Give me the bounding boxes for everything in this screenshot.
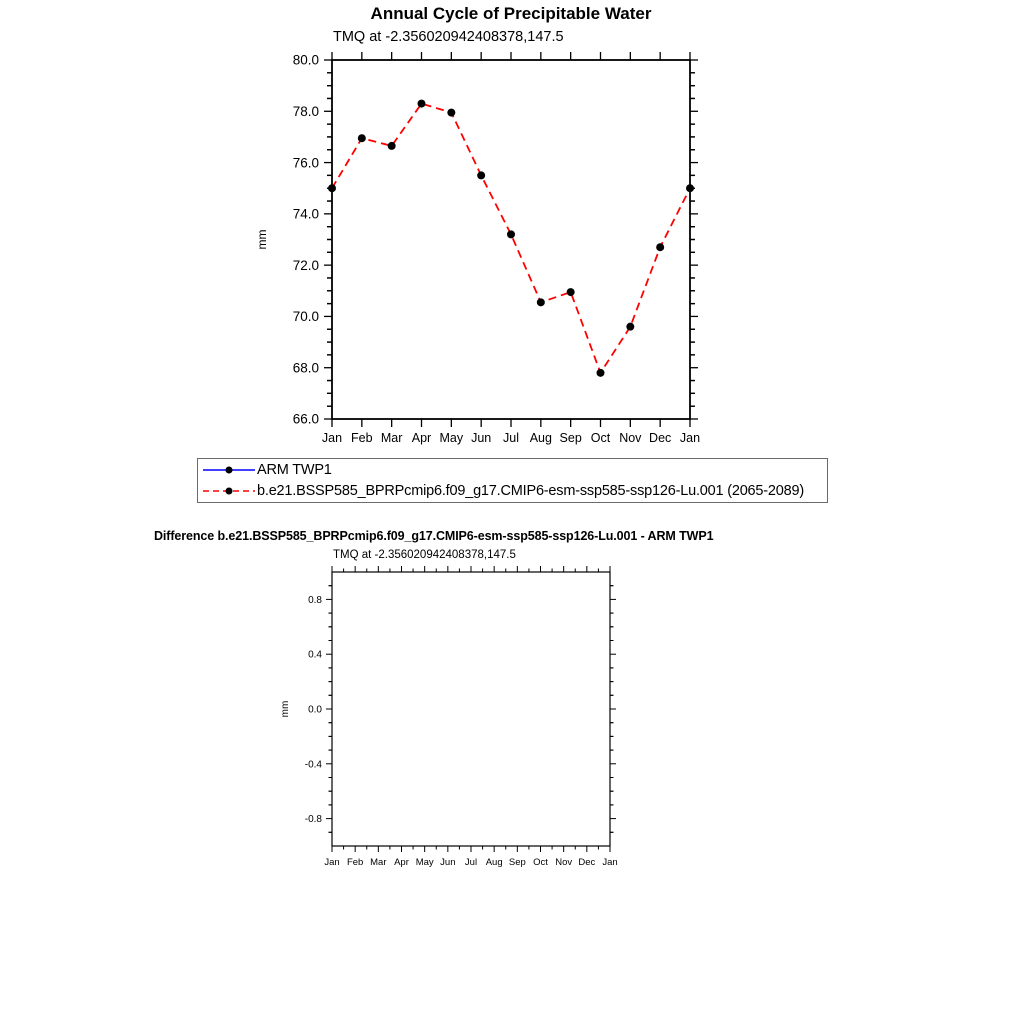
x-tick-label: Oct — [590, 431, 611, 445]
y-axis-label: mm — [255, 229, 269, 250]
x-tick-label: Feb — [351, 431, 373, 445]
dashed-line-marker-icon — [201, 481, 257, 501]
y-tick-label: -0.4 — [304, 759, 322, 771]
series-markers — [328, 100, 694, 377]
annual-cycle-ticks — [324, 52, 698, 427]
top-chart-title: Annual Cycle of Precipitable Water — [370, 4, 652, 23]
x-tick-label: Aug — [485, 857, 503, 868]
x-tick-label: Jun — [471, 431, 492, 445]
bottom-chart-subtitle: TMQ at -2.356020942408378,147.5 — [333, 549, 516, 561]
x-tick-label: Jul — [503, 431, 519, 445]
x-tick-label: Feb — [346, 857, 364, 868]
x-tick-label: Dec — [649, 431, 672, 445]
legend-box — [197, 458, 828, 503]
x-tick-label: May — [415, 857, 434, 868]
legend-label-model-run: b.e21.BSSP585_BPRPcmip6.f09_g17.CMIP6-esm-ssp585-ssp126-Lu.001 (2065-2089) — [257, 483, 805, 499]
difference-plot — [280, 566, 618, 868]
x-tick-label: Dec — [578, 857, 596, 868]
y-tick-label: 74.0 — [292, 206, 319, 222]
x-tick-label: Jan — [679, 431, 701, 445]
x-tick-label: Jan — [324, 857, 340, 868]
x-tick-label: Sep — [559, 431, 582, 445]
legend-label-arm-twp1: ARM TWP1 — [257, 462, 332, 478]
annual-cycle-plot-border — [332, 60, 690, 419]
x-tick-label: Aug — [529, 431, 552, 445]
y-tick-label: 80.0 — [292, 52, 319, 68]
x-tick-label: Apr — [394, 857, 409, 868]
top-chart-subtitle: TMQ at -2.356020942408378,147.5 — [333, 29, 564, 45]
difference-plot-border — [332, 572, 610, 846]
y-tick-label: 0.0 — [308, 704, 322, 716]
y-tick-label: 0.8 — [308, 594, 322, 606]
x-tick-label: Mar — [380, 431, 403, 445]
y-tick-label: 68.0 — [292, 360, 319, 376]
x-tick-label: Oct — [533, 857, 548, 868]
y-tick-label: 78.0 — [292, 104, 319, 120]
annual-cycle-plot — [255, 52, 700, 445]
y-tick-label: 72.0 — [292, 257, 319, 273]
x-tick-label: Mar — [370, 857, 387, 868]
y-axis-label: mm — [280, 700, 291, 718]
difference-tick-labels — [305, 595, 618, 868]
x-tick-label: Jan — [321, 431, 343, 445]
annual-cycle-tick-labels — [293, 53, 700, 445]
legend-item-model-run — [198, 481, 827, 502]
x-tick-label: Jun — [440, 857, 456, 868]
x-tick-label: Sep — [508, 857, 526, 868]
y-tick-label: 76.0 — [292, 155, 319, 171]
y-tick-label: 0.4 — [308, 649, 322, 661]
difference-ticks — [326, 566, 616, 852]
y-tick-label: 66.0 — [292, 411, 319, 427]
y-tick-label: 70.0 — [292, 309, 319, 325]
legend-item-arm-twp1 — [198, 460, 827, 481]
x-tick-label: Jan — [602, 857, 618, 868]
x-tick-label: Nov — [555, 857, 573, 868]
x-tick-label: May — [439, 431, 464, 445]
x-tick-label: Nov — [619, 431, 642, 445]
x-tick-label: Apr — [411, 431, 432, 445]
y-tick-label: -0.8 — [304, 814, 322, 826]
x-tick-label: Jul — [464, 857, 478, 868]
bottom-chart-title: Difference b.e21.BSSP585_BPRPcmip6.f09_g17.CMIP6-esm-ssp585-ssp126-Lu.001 - ARM TWP1 — [154, 529, 714, 543]
solid-line-marker-icon — [201, 460, 257, 480]
